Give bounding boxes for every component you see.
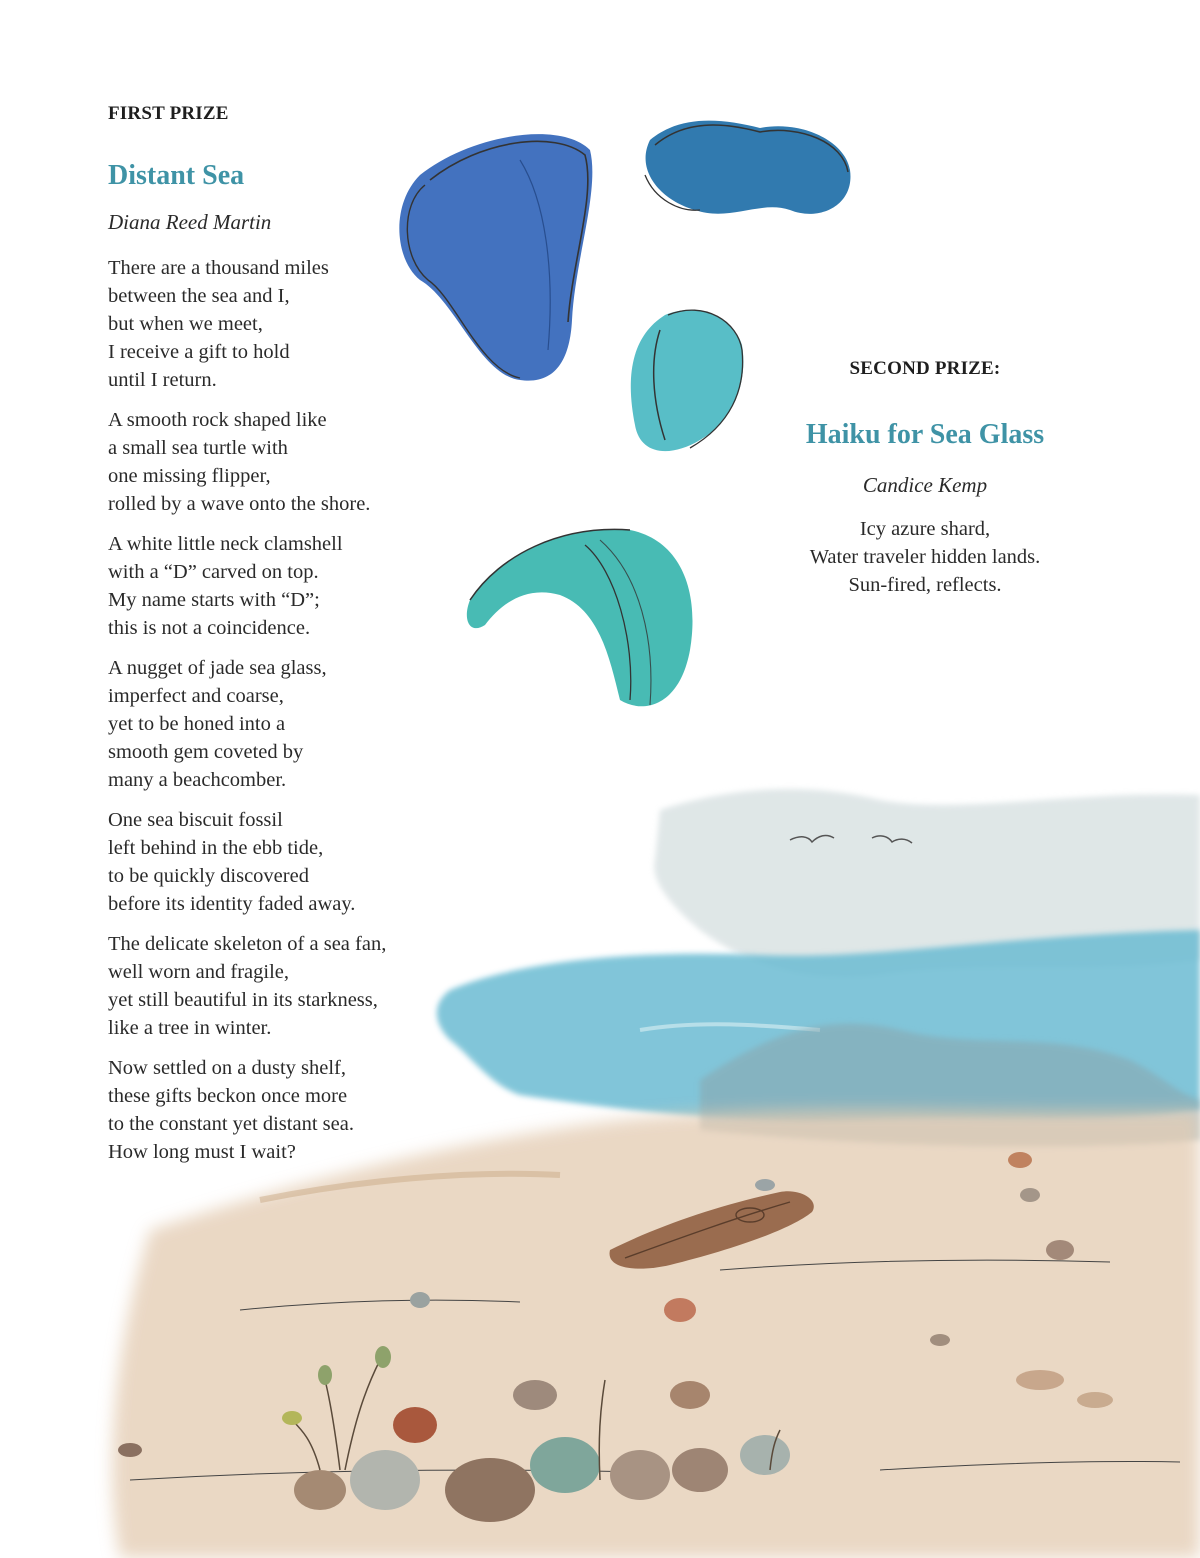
stanza xyxy=(108,530,468,642)
poem-line: How long must I wait? xyxy=(108,1141,296,1163)
haiku-title: Haiku for Sea Glass xyxy=(805,419,1045,450)
second-prize-section xyxy=(770,355,1080,599)
poem-line: One sea biscuit fossil xyxy=(108,809,283,831)
stanza xyxy=(108,654,468,794)
sea-glass-teal xyxy=(631,310,744,451)
first-prize-section xyxy=(108,100,468,1178)
haiku-line: Sun-fired, reflects. xyxy=(848,574,1002,596)
poem-line: these gifts beckon once more xyxy=(108,1085,348,1107)
poem-line: left behind in the ebb tide, xyxy=(108,837,324,859)
haiku-line: Icy azure shard, xyxy=(859,518,991,540)
haiku-body xyxy=(770,515,1080,599)
poem-line: imperfect and coarse, xyxy=(108,685,284,707)
poem-line: but when we meet, xyxy=(108,313,263,335)
poem-line: yet still beautiful in its starkness, xyxy=(108,989,378,1011)
poem-line: a small sea turtle with xyxy=(108,437,288,459)
poem-line: There are a thousand miles xyxy=(108,257,329,279)
poem-line: Now settled on a dusty shelf, xyxy=(108,1057,346,1079)
poem-author: Diana Reed Martin xyxy=(108,210,272,234)
poem-line: to be quickly discovered xyxy=(108,865,309,887)
poem-line: A nugget of jade sea glass, xyxy=(108,657,327,679)
haiku-author: Candice Kemp xyxy=(862,473,988,497)
poem-line: this is not a coincidence. xyxy=(108,617,311,639)
poem-line: well worn and fragile, xyxy=(108,961,290,983)
poem-line: before its identity faded away. xyxy=(108,893,356,915)
poem-line: yet to be honed into a xyxy=(108,713,286,735)
poem-title: Distant Sea xyxy=(108,160,245,191)
poem-line: to the constant yet distant sea. xyxy=(108,1113,354,1135)
poem-line: until I return. xyxy=(108,369,217,391)
poem-body xyxy=(108,254,468,1166)
poem-line: between the sea and I, xyxy=(108,285,290,307)
poem-line: I receive a gift to hold xyxy=(108,341,290,363)
first-prize-label: FIRST PRIZE xyxy=(108,103,229,124)
sea-glass-blue-small xyxy=(645,121,850,214)
stanza xyxy=(108,406,468,518)
stanza xyxy=(108,930,468,1042)
poem-line: A white little neck clamshell xyxy=(108,533,343,555)
poem-line: smooth gem coveted by xyxy=(108,741,304,763)
sea-glass-aqua-curved xyxy=(467,529,693,706)
poem-line: rolled by a wave onto the shore. xyxy=(108,493,371,515)
poem-line: with a “D” carved on top. xyxy=(108,561,319,583)
stanza xyxy=(108,1054,468,1166)
haiku-line: Water traveler hidden lands. xyxy=(809,546,1041,568)
stanza xyxy=(108,254,468,394)
poem-line: My name starts with “D”; xyxy=(108,589,320,611)
stanza xyxy=(108,806,468,918)
poem-line: like a tree in winter. xyxy=(108,1017,272,1039)
second-prize-label: SECOND PRIZE: xyxy=(849,358,1001,379)
poem-line: many a beachcomber. xyxy=(108,769,287,791)
poem-line: A smooth rock shaped like xyxy=(108,409,327,431)
poem-line: one missing flipper, xyxy=(108,465,271,487)
poem-line: The delicate skeleton of a sea fan, xyxy=(108,933,387,955)
